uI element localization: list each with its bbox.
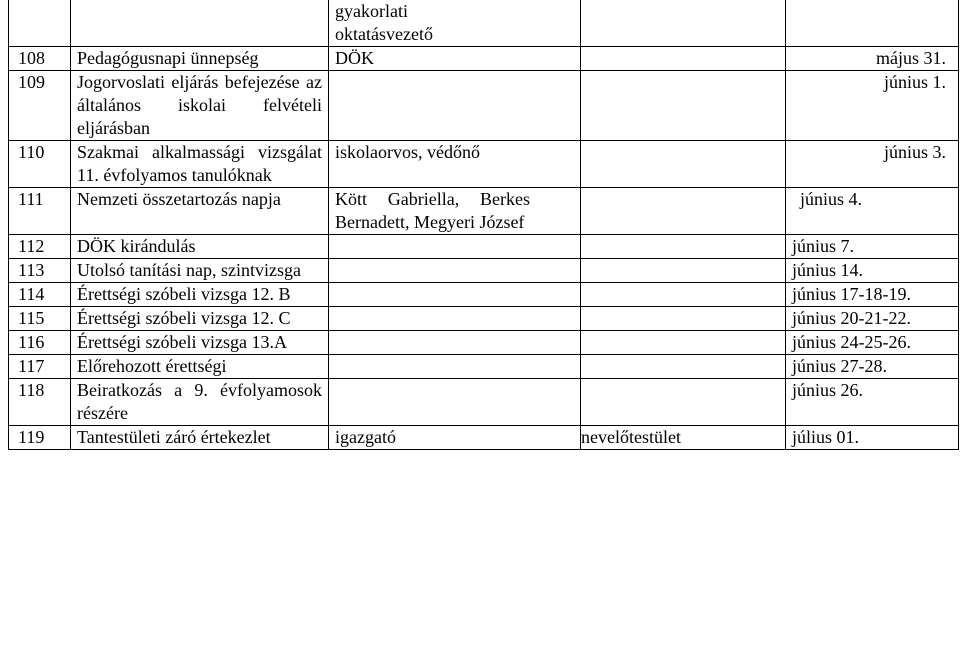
event-cell: Érettségi szóbeli vizsga 12. B bbox=[71, 283, 329, 307]
responsible-cell: Kött Gabriella, Berkes Bernadett, Megyeri József bbox=[329, 188, 581, 235]
participants-cell bbox=[581, 283, 786, 307]
row-number: 113 bbox=[9, 259, 71, 283]
table-row bbox=[9, 47, 959, 71]
participants-cell bbox=[581, 188, 786, 235]
table-row bbox=[9, 141, 959, 188]
responsible-cell bbox=[329, 235, 581, 259]
date-cell: június 26. bbox=[786, 379, 959, 426]
responsible-cell bbox=[329, 331, 581, 355]
row-number: 110 bbox=[9, 141, 71, 188]
participants-cell: nevelőtestület bbox=[581, 426, 786, 450]
responsible-cell: DÖK bbox=[329, 47, 581, 71]
participants-cell bbox=[581, 379, 786, 426]
row-number: 114 bbox=[9, 283, 71, 307]
responsible-cell bbox=[329, 71, 581, 141]
responsible-cell bbox=[329, 307, 581, 331]
row-number: 117 bbox=[9, 355, 71, 379]
table-row bbox=[9, 71, 959, 141]
participants-cell bbox=[581, 307, 786, 331]
table-row bbox=[9, 188, 959, 235]
date-cell: június 4. bbox=[786, 188, 959, 235]
event-cell: Tantestületi záró értekezlet bbox=[71, 426, 329, 450]
event-cell: Előrehozott érettségi bbox=[71, 355, 329, 379]
responsible-cell bbox=[329, 379, 581, 426]
event-cell: Jogorvoslati eljárás befejezése az általános iskolai felvételi eljárásban bbox=[71, 71, 329, 141]
date-cell: június 20-21-22. bbox=[786, 307, 959, 331]
row-number: 112 bbox=[9, 235, 71, 259]
date-cell: június 24-25-26. bbox=[786, 331, 959, 355]
table-row bbox=[9, 307, 959, 331]
event-cell: Utolsó tanítási nap, szintvizsga bbox=[71, 259, 329, 283]
schedule-table bbox=[8, 0, 959, 450]
row-number: 109 bbox=[9, 71, 71, 141]
responsible-cell: iskolaorvos, védőnő bbox=[329, 141, 581, 188]
table-row bbox=[9, 283, 959, 307]
table-row bbox=[9, 426, 959, 450]
date-cell: június 7. bbox=[786, 235, 959, 259]
row-number: 116 bbox=[9, 331, 71, 355]
date-cell: május 31. bbox=[786, 47, 959, 71]
participants-cell bbox=[581, 235, 786, 259]
table-row bbox=[9, 379, 959, 426]
row-number: 108 bbox=[9, 47, 71, 71]
responsible-cell bbox=[329, 259, 581, 283]
event-cell: Érettségi szóbeli vizsga 13.A bbox=[71, 331, 329, 355]
participants-cell bbox=[581, 0, 786, 47]
participants-cell bbox=[581, 47, 786, 71]
table-row bbox=[9, 0, 959, 47]
event-cell: Pedagógusnapi ünnepség bbox=[71, 47, 329, 71]
table-row bbox=[9, 355, 959, 379]
event-cell: Beiratkozás a 9. évfolyamosok részére bbox=[71, 379, 329, 426]
responsible-cell bbox=[329, 355, 581, 379]
event-cell: DÖK kirándulás bbox=[71, 235, 329, 259]
date-cell: július 01. bbox=[786, 426, 959, 450]
table-row bbox=[9, 235, 959, 259]
event-cell: Érettségi szóbeli vizsga 12. C bbox=[71, 307, 329, 331]
participants-cell bbox=[581, 259, 786, 283]
date-cell: június 17-18-19. bbox=[786, 283, 959, 307]
responsible-cell: igazgató bbox=[329, 426, 581, 450]
date-cell: június 1. bbox=[786, 71, 959, 141]
table-row bbox=[9, 331, 959, 355]
row-number: 119 bbox=[9, 426, 71, 450]
event-cell: Szakmai alkalmassági vizsgálat 11. évfolyamos tanulóknak bbox=[71, 141, 329, 188]
date-cell bbox=[786, 0, 959, 47]
responsible-cell: gyakorlati oktatásvezető bbox=[329, 0, 581, 47]
table-row bbox=[9, 259, 959, 283]
responsible-cell bbox=[329, 283, 581, 307]
participants-cell bbox=[581, 331, 786, 355]
row-number: 115 bbox=[9, 307, 71, 331]
participants-cell bbox=[581, 71, 786, 141]
event-cell bbox=[71, 0, 329, 47]
date-cell: június 3. bbox=[786, 141, 959, 188]
participants-cell bbox=[581, 141, 786, 188]
event-cell: Nemzeti összetartozás napja bbox=[71, 188, 329, 235]
date-cell: június 14. bbox=[786, 259, 959, 283]
date-cell: június 27-28. bbox=[786, 355, 959, 379]
participants-cell bbox=[581, 355, 786, 379]
row-number: 111 bbox=[9, 188, 71, 235]
row-number: 118 bbox=[9, 379, 71, 426]
row-number bbox=[9, 0, 71, 47]
